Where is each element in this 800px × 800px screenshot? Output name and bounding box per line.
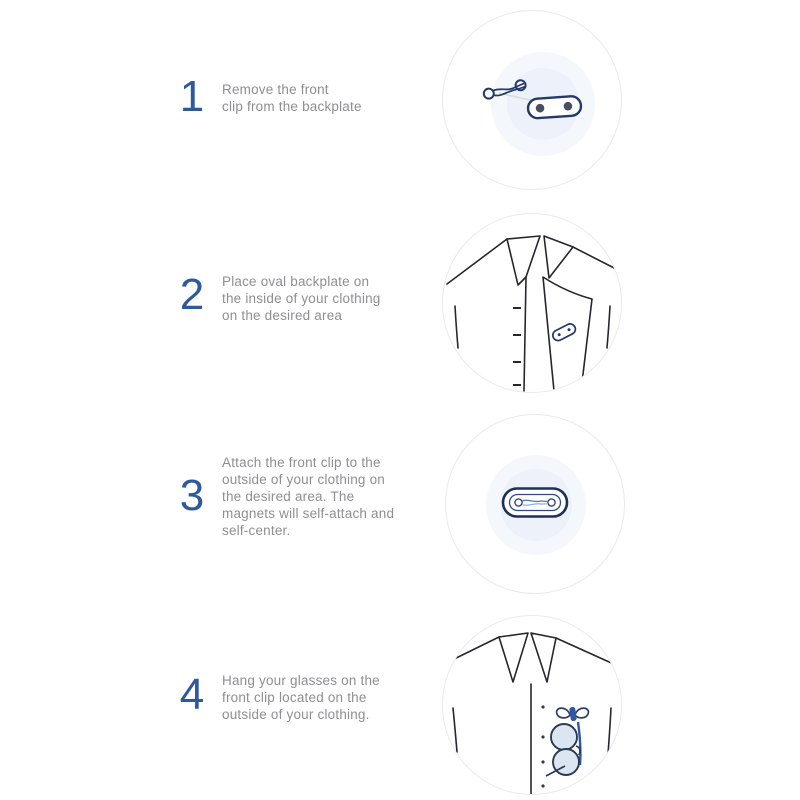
step-2-illustration-circle [442,213,622,393]
step-2-line-1: Place oval backplate on [222,274,370,289]
step-3-line-5: self-center. [222,523,291,538]
right-collar [531,633,556,682]
step-4-number: 4 [179,670,205,719]
step-4-line-3: outside of your clothing. [222,707,370,722]
step-2-number: 2 [179,270,205,319]
step-4-line-1: Hang your glasses on the [222,673,380,688]
shirt-outline [447,236,618,391]
step-1-number: 1 [179,72,205,121]
step-4-illustration-circle [442,615,622,795]
step-1-line-2: clip from the backplate [222,99,362,114]
front-clip-and-backplate-icon [443,11,621,189]
attached-clip-icon [446,415,624,593]
shirt-with-glasses-icon [443,616,621,794]
step-2-line-2: the inside of your clothing [222,291,381,306]
clip-end [548,499,555,506]
right-collar [544,236,573,278]
placket-line [524,277,526,391]
hanging-glasses-icon [546,707,588,776]
step-3-line-4: magnets will self-attach and [222,506,395,521]
clip-on-backplate-icon [503,489,567,517]
step-2-text [222,273,452,324]
step-3-line-2: outside of your clothing on [222,472,386,487]
left-collar [507,236,540,285]
shirt-outline [446,633,618,794]
step-2-line-3: on the desired area [222,308,343,323]
open-shirt-with-backplate-icon [443,214,621,392]
clip-end [515,499,522,506]
step-4-text [222,672,452,723]
lens [551,724,577,750]
step-3-text [222,454,452,539]
step-4-line-2: front clip located on the [222,690,367,705]
backplate-icon [527,96,581,119]
step-1-line-1: Remove the front [222,82,329,97]
step-1-text [222,81,452,115]
step-3-illustration-circle [445,414,625,594]
clip-piece [569,707,577,722]
step-3-number: 3 [179,471,205,520]
step-3-line-1: Attach the front clip to the [222,455,381,470]
button-dashes [513,308,521,385]
step-1-illustration-circle [442,10,622,190]
folded-temple-loop [557,708,570,718]
step-3-line-3: the desired area. The [222,489,355,504]
left-collar [499,633,528,682]
folded-temple-loop [575,708,588,718]
button-dots [541,705,544,787]
